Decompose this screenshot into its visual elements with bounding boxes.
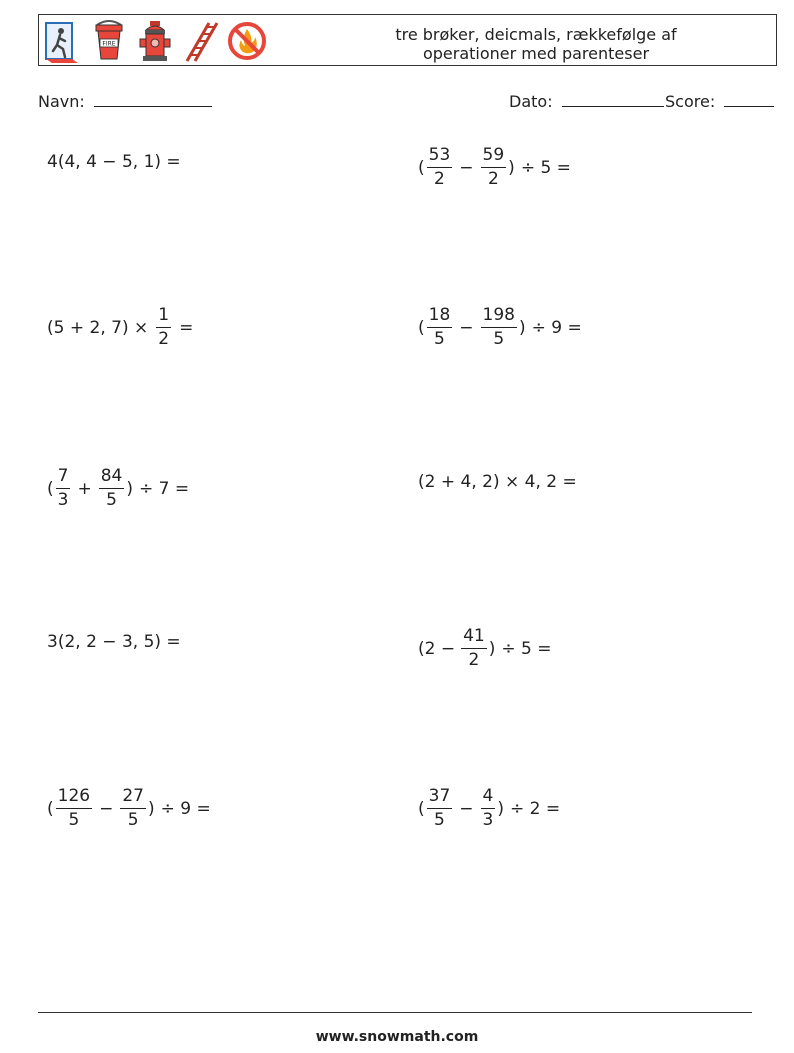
problem-tail: ÷ 7 = xyxy=(139,478,190,499)
close-paren: ) xyxy=(518,317,526,338)
numerator: 53 xyxy=(427,147,453,168)
problem-4 xyxy=(418,307,582,348)
numerator: 18 xyxy=(427,307,453,328)
operator: − xyxy=(459,317,474,338)
denominator: 3 xyxy=(482,810,494,830)
fraction xyxy=(481,147,507,188)
numerator: 37 xyxy=(427,788,453,809)
problem-8 xyxy=(418,628,552,669)
operator: − xyxy=(459,798,474,819)
close-paren: ) xyxy=(488,638,496,659)
problem-tail: ÷ 5 = xyxy=(520,157,571,178)
emergency-exit-icon xyxy=(43,19,83,63)
worksheet-title xyxy=(346,25,726,63)
fraction xyxy=(427,788,453,829)
problem-5 xyxy=(47,468,189,509)
header-box xyxy=(38,14,777,66)
open-paren: ( xyxy=(418,798,425,819)
denominator: 5 xyxy=(434,810,445,830)
footer-url[interactable]: www.snowmath.com xyxy=(315,1029,479,1045)
close-paren: ) xyxy=(497,798,504,819)
fraction xyxy=(481,307,517,348)
problem-6 xyxy=(418,472,577,492)
fraction xyxy=(99,468,125,509)
footer-divider xyxy=(38,1012,752,1013)
operator: − xyxy=(99,798,114,819)
title-line-2: operationer med parenteser xyxy=(422,44,650,63)
date-label: Dato: xyxy=(509,92,553,111)
fraction xyxy=(156,307,171,348)
fraction xyxy=(56,788,92,829)
numerator: 126 xyxy=(56,788,92,809)
problem-2 xyxy=(418,147,571,188)
numerator: 84 xyxy=(99,468,125,489)
problem-1 xyxy=(47,152,181,172)
no-fire-icon xyxy=(227,19,267,63)
denominator: 2 xyxy=(434,169,445,189)
denominator: 2 xyxy=(487,169,499,189)
open-paren: ( xyxy=(418,157,425,178)
numerator: 7 xyxy=(56,468,71,489)
score-blank[interactable] xyxy=(724,92,774,107)
fraction xyxy=(427,147,453,188)
problem-7 xyxy=(47,632,181,652)
denominator: 5 xyxy=(68,810,80,830)
numerator: 41 xyxy=(461,628,487,649)
header-icons xyxy=(43,18,267,64)
denominator: 2 xyxy=(158,329,170,349)
score-label: Score: xyxy=(665,92,716,111)
denominator: 3 xyxy=(57,490,69,510)
open-paren: ( xyxy=(47,798,54,819)
problem-tail: ÷ 9 = xyxy=(531,317,582,338)
fraction xyxy=(461,628,487,669)
close-paren: ) xyxy=(147,798,155,819)
problem-head: (5 + 2, 7) × xyxy=(47,317,149,338)
date-blank[interactable] xyxy=(562,92,664,107)
problem-9 xyxy=(47,788,211,829)
title-line-1: tre brøker, deicmals, rækkefølge af xyxy=(395,25,677,44)
open-paren: ( xyxy=(418,317,425,338)
problem-tail: ÷ 2 = xyxy=(510,798,561,819)
denominator: 5 xyxy=(493,329,505,349)
numerator: 59 xyxy=(481,147,507,168)
problem-7-text: 3(2, 2 − 3, 5) = xyxy=(47,632,181,652)
problem-tail: ÷ 5 = xyxy=(501,638,552,659)
name-label: Navn: xyxy=(38,92,85,111)
close-paren: ) xyxy=(508,157,515,178)
open-paren: ( xyxy=(47,478,54,499)
operator: + xyxy=(77,478,92,499)
fraction xyxy=(427,307,453,348)
score-field[interactable] xyxy=(665,92,774,111)
numerator: 4 xyxy=(481,788,496,809)
numerator: 198 xyxy=(481,307,517,328)
denominator: 5 xyxy=(127,810,139,830)
problem-tail: ÷ 9 = xyxy=(160,798,211,819)
denominator: 5 xyxy=(434,329,445,349)
fraction xyxy=(120,788,146,829)
problem-1-text: 4(4, 4 − 5, 1) = xyxy=(47,152,181,172)
problem-3 xyxy=(47,307,193,348)
ladder-icon xyxy=(181,19,221,63)
denominator: 5 xyxy=(106,490,117,510)
date-field[interactable] xyxy=(509,92,664,111)
open-paren: (2 − xyxy=(418,638,456,659)
operator: − xyxy=(459,157,474,178)
problem-tail: = xyxy=(179,317,194,338)
denominator: 2 xyxy=(468,650,480,670)
fraction xyxy=(481,788,496,829)
name-blank[interactable] xyxy=(94,92,212,107)
close-paren: ) xyxy=(126,478,133,499)
fire-hydrant-icon xyxy=(135,19,175,63)
fire-bucket-icon xyxy=(89,19,129,63)
fire-bucket-label: FIRE xyxy=(102,40,116,48)
numerator: 1 xyxy=(156,307,171,328)
name-field[interactable] xyxy=(38,92,212,111)
problem-6-text: (2 + 4, 2) × 4, 2 = xyxy=(418,472,577,492)
problem-10 xyxy=(418,788,560,829)
fraction xyxy=(56,468,71,509)
numerator: 27 xyxy=(120,788,146,809)
